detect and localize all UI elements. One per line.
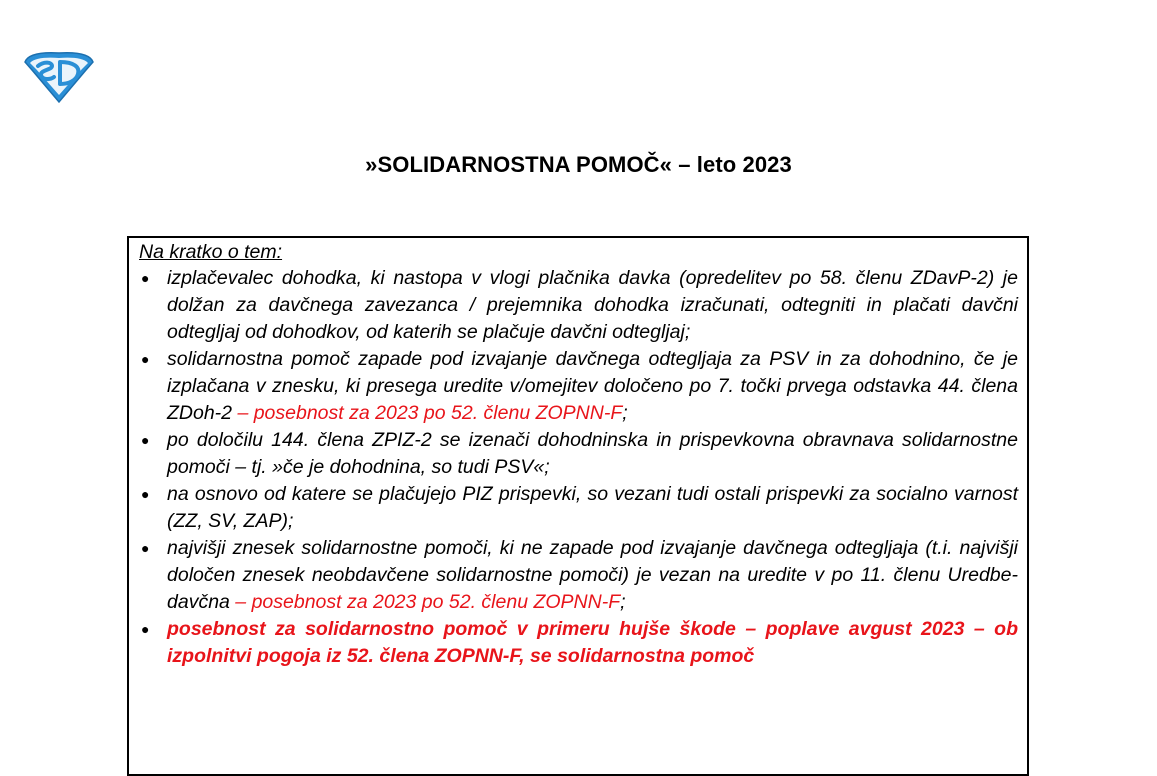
company-logo [22,50,96,104]
list-item: ● najvišji znesek solidarnostne pomoči, ki ne zapade pod izvajanje davčnega odtegljaja (t.i. najvišji določen znesek neobdavčene solidarnostne pomoči) je vezan na uredite v po 11. členu Uredbe-davčna – posebnost za 2023 po 52. členu ZOPNN-F; [141,537,1018,613]
list-item [139,616,1018,670]
list-item: ● izplačevalec dohodka, ki nastopa v vlogi plačnika davka (opredelitev po 58. členu ZDavP-2) je dolžan za davčnega zavezanca / prejemnika dohodka izračunati, odtegniti in plačati davčni odtegljaj od dohodkov, od katerih se plačuje davčni odtegljaj; [141,267,1018,343]
summary-box [127,236,1029,776]
bullet-icon: ● [141,540,150,556]
bullet-icon: ● [141,432,150,448]
list-item: ● na osnovo od katere se plačujejo PIZ prispevki, so vezani tudi ostali prispevki za socialno varnost (ZZ, SV, ZAP); [141,483,1018,532]
page-title: »SOLIDARNOSTNA POMOČ« – leto 2023 [365,152,792,177]
summary-list [139,265,1018,670]
bullet-icon: ● [141,351,150,367]
bullet-icon: ● [141,270,150,286]
red-note: – posebnost za 2023 po 52. členu ZOPNN-F [232,402,623,424]
bullet-icon: ● [141,621,150,637]
summary-heading: Na kratko o tem: [139,241,283,263]
list-item: ● po določilu 144. člena ZPIZ-2 se izenači dohodninska in prispevkovna obravnava solidarnostne pomoči – tj. »če je dohodnina, so tudi PSV«; [141,429,1018,478]
list-item: ● solidarnostna pomoč zapade pod izvajanje davčnega odtegljaja za PSV in za dohodnino, če je izplačana v znesku, ki presega uredite v/omejitev določeno po 7. točki prvega odstavka 44. člena ZDoh-2 – posebnost za 2023 po 52. členu ZOPNN-F; [141,348,1018,424]
bullet-icon: ● [141,486,150,502]
sd-shield-logo-icon [22,50,96,104]
red-note: – posebnost za 2023 po 52. členu ZOPNN-F [229,591,621,613]
red-bold-note: posebnost za solidarnostno pomoč v primeru hujše škode – poplave avgust 2023 – ob izpolnitvi pogoja iz 52. člena ZOPNN-F, se solidarnostna pomoč [167,618,1018,667]
